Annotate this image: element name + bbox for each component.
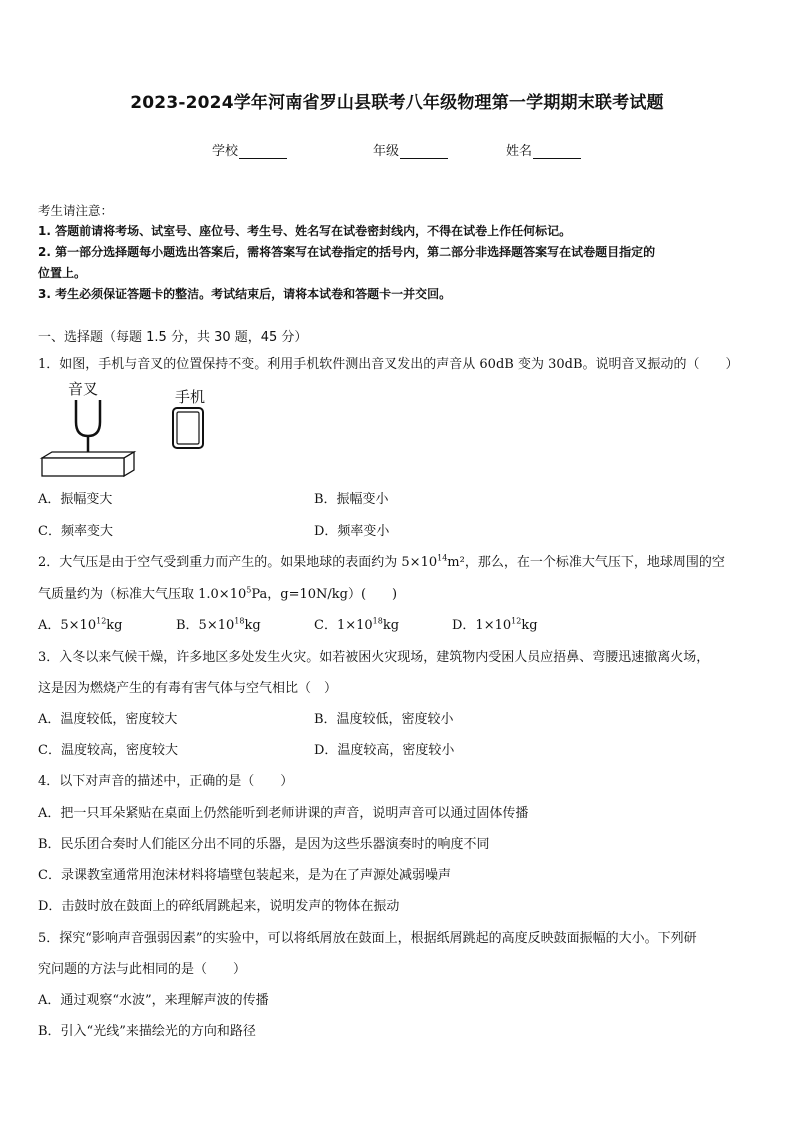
q4-option-d[interactable]: D．击鼓时放在鼓面上的碎纸屑跳起来，说明发声的物体在振动 [38, 899, 400, 914]
grade-blank[interactable] [400, 145, 448, 159]
q2-c-pre: C．1×10 [314, 618, 373, 633]
q4-option-c[interactable]: C．录课教室通常用泡沫材料将墙壁包装起来，是为在了声源处减弱噪声 [38, 868, 451, 883]
notice-block [38, 200, 760, 305]
notice-heading: 考生请注意： [38, 203, 114, 218]
name-blank[interactable] [533, 145, 581, 159]
q2-d-post: kg [521, 618, 538, 633]
q5-option-a[interactable]: A．通过观察“水波”，来理解声波的传播 [38, 993, 269, 1008]
section-heading-choice: 一、选择题（每题 1.5 分，共 30 题，45 分） [38, 330, 308, 345]
q4-option-a[interactable]: A．把一只耳朵紧贴在桌面上仍然能听到老师讲课的声音，说明声音可以通过固体传播 [38, 806, 529, 821]
q2-stem-line1 [38, 551, 725, 570]
q2-stem2-pre: 气质量约为（标准大气压取 1.0×10 [38, 587, 247, 602]
q5-stem-line2: 究问题的方法与此相同的是（ ） [38, 962, 247, 977]
q1-option-a[interactable]: A．振幅变大 [38, 492, 113, 507]
q2-stem1-post: m²，那么，在一个标准大气压下，地球周围的空 [447, 555, 725, 570]
notice-item-3: 3. 考生必须保证答题卡的整洁。考试结束后，请将本试卷和答题卡一并交回。 [38, 287, 452, 301]
q1-stem: 1．如图，手机与音叉的位置保持不变。利用手机软件测出音叉发出的声音从 60dB 变为 30dB。说明音叉振动的（ ） [38, 357, 739, 372]
grade-label: 年级 [373, 144, 400, 159]
q3-option-b[interactable]: B．温度较低，密度较小 [314, 712, 454, 727]
q2-stem1-pre: 2．大气压是由于空气受到重力而产生的。如果地球的表面约为 5×10 [38, 555, 438, 570]
q2-option-d[interactable] [452, 614, 538, 633]
tuning-fork-label: 音叉 [68, 380, 99, 398]
notice-item-1: 1. 答题前请将考场、试室号、座位号、考生号、姓名写在试卷密封线内，不得在试卷上作任何标记。 [38, 224, 572, 238]
q2-option-b[interactable] [176, 614, 261, 633]
exam-title: 2023-2024学年河南省罗山县联考八年级物理第一学期期末联考试题 [130, 93, 664, 113]
q2-c-exp: 18 [372, 616, 383, 626]
q5-stem-line1: 5．探究“影响声音强弱因素”的实验中，可以将纸屑放在鼓面上，根据纸屑跳起的高度反映鼓面振幅的大小。下列研 [38, 931, 697, 946]
tuning-fork-phone-drawing [38, 378, 238, 478]
q2-a-exp: 12 [96, 616, 107, 626]
box-front [42, 458, 124, 476]
q2-option-a[interactable] [38, 614, 123, 633]
q3-option-c[interactable]: C．温度较高，密度较大 [38, 743, 178, 758]
q2-stem2-post: Pa，g=10N/kg）( ) [251, 587, 398, 602]
q4-stem: 4．以下对声音的描述中，正确的是（ ） [38, 774, 294, 789]
q2-b-pre: B．5×10 [176, 618, 235, 633]
notice-item-2: 2. 第一部分选择题每小题选出答案后，需将答案写在试卷指定的括号内，第二部分非选择题答案写在试卷题目指定的 [38, 245, 656, 259]
school-blank[interactable] [239, 145, 287, 159]
q1-option-b[interactable]: B．振幅变小 [314, 492, 389, 507]
notice-item-2-cont: 位置上。 [38, 266, 87, 280]
q2-c-post: kg [382, 618, 400, 633]
tuning-fork-prongs [76, 400, 100, 436]
name-field[interactable] [506, 140, 581, 159]
q2-d-exp: 12 [511, 616, 522, 626]
box-top [42, 452, 134, 458]
q5-option-b[interactable]: B．引入“光线”来描绘光的方向和路径 [38, 1024, 256, 1039]
q3-option-d[interactable]: D．温度较高，密度较小 [314, 743, 455, 758]
q1-option-d[interactable]: D．频率变小 [314, 524, 390, 539]
name-label: 姓名 [506, 144, 533, 159]
q3-stem-line2: 这是因为燃烧产生的有毒有害气体与空气相比（ ） [38, 681, 338, 696]
phone-label: 手机 [175, 388, 206, 406]
q3-stem-line1: 3．入冬以来气候干燥，许多地区多处发生火灾。如若被困火灾现场，建筑物内受困人员应捂鼻、弯腰迅速撤离火场， [38, 650, 710, 665]
q2-d-pre: D．1×10 [452, 618, 512, 633]
q1-figure [38, 378, 238, 478]
q2-stem1-exp: 14 [437, 553, 448, 563]
q2-b-post: kg [244, 618, 261, 633]
q2-a-pre: A．5×10 [38, 618, 97, 633]
q3-option-a[interactable]: A．温度较低，密度较大 [38, 712, 178, 727]
q2-stem-line2 [38, 583, 397, 602]
school-label: 学校 [212, 144, 239, 159]
phone-screen [177, 412, 199, 444]
q1-option-c[interactable]: C．频率变大 [38, 524, 113, 539]
q2-option-c[interactable] [314, 614, 399, 633]
q4-option-b[interactable]: B．民乐团合奏时人们能区分出不同的乐器，是因为这些乐器演奏时的响度不同 [38, 837, 490, 852]
q2-b-exp: 18 [234, 616, 245, 626]
grade-field[interactable] [373, 140, 448, 159]
q2-a-post: kg [106, 618, 123, 633]
school-field[interactable] [212, 140, 287, 159]
q2-stem2-exp: 5 [246, 585, 252, 595]
